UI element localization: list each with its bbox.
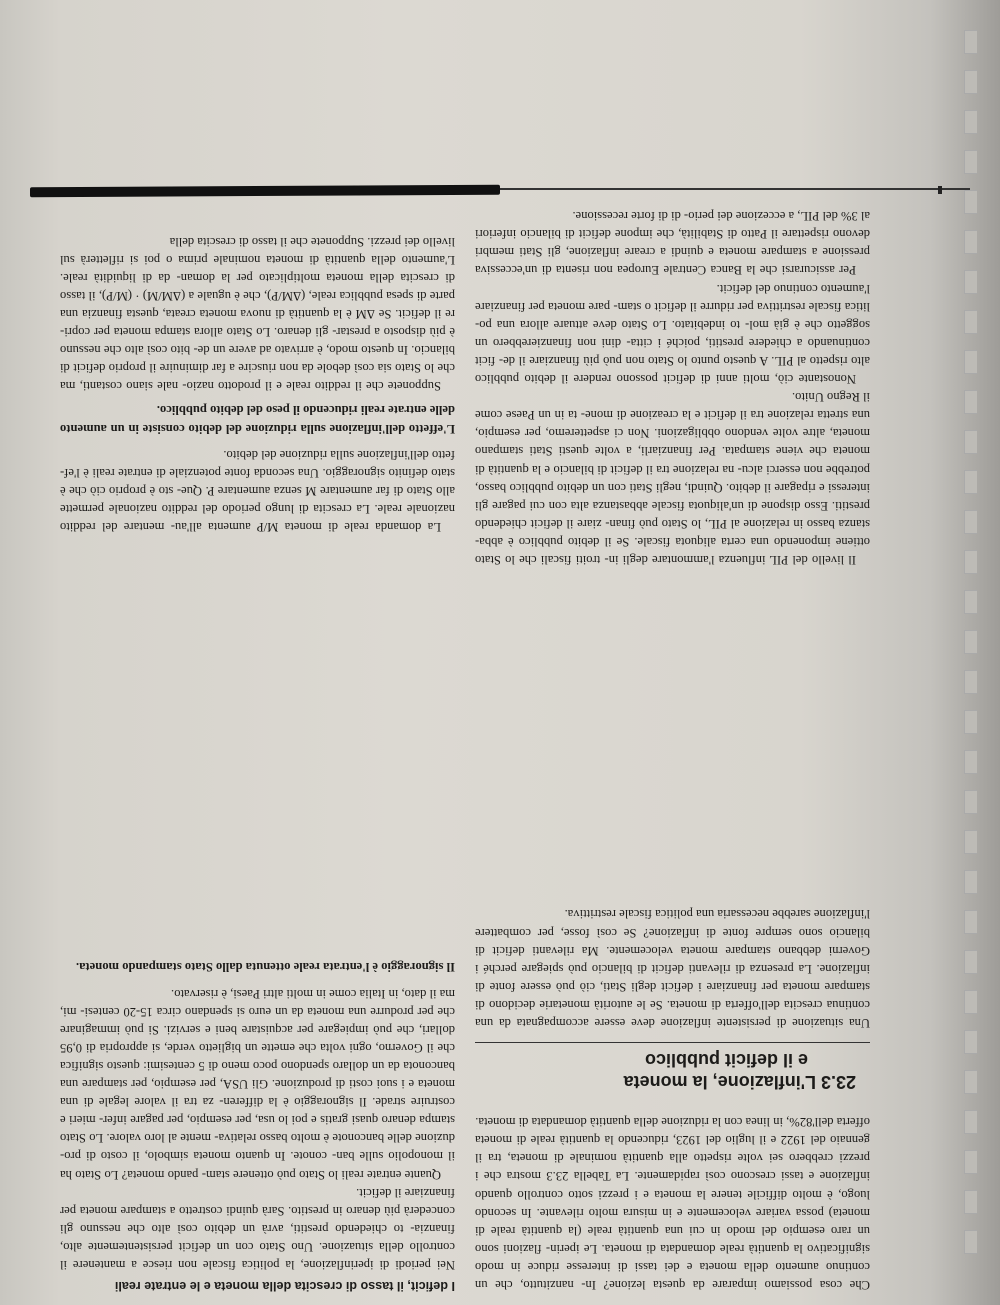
paragraph-nonostante: Nonostante ciò, molti anni di deficit possono rendere il debito pubblico alto rispetto al PIL. A questo punto lo Stato non può più finanziare il de- ficit continuando a chiedere prestiti, poiché i citta- dini non finanzierebbero un soggetto che è già mol- to indebitato. Lo Stato deve attuare allora una po- litica fiscale restrittiva per ridurre il deficit o stam- pare moneta per finanziare l'aumento continuo del deficit. (475, 281, 870, 387)
paragraph-pil: Il livello del PIL influenza l'ammontare degli in- troiti fiscali che lo Stato ottiene imponendo una certa aliquota fiscale. Se il debito pubblico è abba- stanza basso in relazione al PIL, lo Stato può finan- ziare il deficit chiedendo prestiti. Esso dispone di un'aliquota fiscale abbastanza alta con cui pagare gli interessi e ripagare il debito. Quindi, negli Stati con un debito pubblico basso, potrebbe non esserci alcu- na relazione tra il deficit di bilancio e la quantità di moneta che viene stampata. Per finanziarli, a volte questi Stati stampano moneta, altre volte vendono obbligazioni. Non ci aspetteremo, per esempio, una stretta relazione tra il deficit e la creazione di mone- ta in un Paese come il Regno Unito. (475, 390, 870, 567)
left-column (475, 905, 870, 1294)
paragraph-supponete: Supponete che il reddito reale e il prodotto nazio- nale siano costanti, ma che lo Stato sia così debole da non riuscire a far diminuire il proprio deficit di bilancio. In questo modo, è arrivato ad avere un de- bito così alto che nessuno è più disposto a prestar- gli denaro. Lo Stato allora stampa moneta per copri- re il deficit. Se ΔM è la quantità di nuova moneta creata, questa finanzia una parte di spesa pubblica reale, (ΔM/P), che è uguale a (ΔM/M) · (M/P), il tasso di crescita della moneta moltiplicato per la doman- da di liquidità reale. L'aumento della quantità di moneta nominale prima o poi si rifletterà sul livello dei prezzi. Supponete che il tasso di crescita della (60, 234, 455, 394)
paragraph-intro: Una situazione di persistente inflazione deve essere accompagnata da una continua crescita dell'offerta di moneta. Se le autorità monetarie decidono di stampare moneta per finanziare i deficit degli Stati, ciò può essere fonte di inflazione. La presenza di rilevanti deficit di bilancio può spiegare perché i Governi debbano stampare moneta velocemente. Ma rilevanti deficit di bilancio sono sempre fonte di inflazione? Se così fosse, per combattere l'inflazione sarebbe necessaria una politica fiscale restrittiva. (475, 907, 870, 1031)
paragraph-domanda-reale: La domanda reale di moneta M/P aumenta all'au- mentare del reddito nazionale reale. La crescita di lungo periodo del reddito nazionale permette allo Stato di far aumentare M senza aumentare P. Que- sto è proprio ciò che è stato definito signoraggio. Una seconda fonte potenziale di entrate reali è l'ef- fetto dell'inflazione sulla riduzione del debito. (60, 447, 455, 534)
paragraph-signoraggio: Quante entrate reali lo Stato può ottenere stam- pando moneta? Lo Stato ha il monopolio sulle ban- conote. In quanto moneta simbolo, il costo di pro- duzione delle banconote è molto basso relativa- mente al loro valore. Lo Stato stampa denaro quasi gratis e poi lo usa, per esempio, per pagare infer- mieri e costruire strade. Il signoraggio è la differen- za tra il valore legale di una moneta e i suoi costi di produzione. Gli USA, per esempio, per stampare una banconota da un dollaro spendono poco meno di 5 centesimi: questo significa che il Governo, ogni volta che emette un biglietto verde, si appropria di 0,95 dollari, che può impiegare per acquistare beni e servizi. Si può immaginare che per produrre una moneta da un euro si spendano circa 15-20 centesi- mi, ma il dato, in Italia come in molti altri Paesi, è riservato. (60, 986, 455, 1182)
left-column-lower (475, 207, 870, 569)
binding-edge-tabs (964, 30, 982, 1290)
right-column (60, 958, 455, 1294)
rule-tick (938, 186, 942, 194)
section-rule (475, 1042, 870, 1043)
rule-thin (500, 188, 970, 190)
section-heading (475, 1049, 870, 1093)
paragraph-bce: Per assicurarsi che la Banca Centrale Europea non risenta di un'eccessiva pressione a stampare moneta e quindi a creare inflazione, gli Stati membri devono rispettare il Patto di Stabilità, che impone deficit di bilancio inferiori al 3% del PIL, a eccezione dei perio- di di forte recessione. (475, 209, 870, 278)
subheading-effetto-inflazione: L'effetto dell'inflazione sulla riduzione del debito consiste in un aumento delle entrate reali riducendo il peso del debito pubblico. (60, 403, 455, 436)
right-column-lower (60, 233, 455, 537)
box-heading: I deficit, il tasso di crescita della moneta e le entrate reali (114, 1279, 455, 1293)
section-title-line1: 23.3 L'inflazione, la moneta (623, 1072, 856, 1093)
paragraph-iperinflazione: Nei periodi di iperinflazione, la politica fiscale non riesce a mantenere il controllo della situazione. Uno Stato con un deficit persistentemente alto, finanzia- to chiedendo prestiti, avrà un debito così alto che nessuno gli concederà più denaro in prestito. Sarà quindi costretto a stampare moneta per finanziare il deficit. (60, 1185, 455, 1272)
section-title-line2: e il deficit pubblico (644, 1050, 808, 1071)
definition-signoraggio: Il signoraggio è l'entrata reale ottenuta dallo Stato stampando moneta. (76, 960, 455, 975)
paragraph-lesson: Che cosa possiamo imparare da questa lezione? In- nanzitutto, che un continuo aumento della moneta e dei tassi di interesse riduce in modo significativo la quantità reale domandata di moneta. Le iperin- flazioni sono un raro esempio del modo in cui una quantità reale (la quantità reale di moneta) possa variare velocemente e in misura molto rilevante. In secondo luogo, è molto difficile tenere la moneta e i prezzi sotto controllo quando inflazione e tassi crescono così rapidamente. La Tabella 23.3 mostra che i prezzi crebbero sei volte rispetto alla quantità nominale di moneta, tra il gennaio del 1922 e il luglio del 1923, riducendo la quantità reale di moneta offerta dell'82%, in linea con la riduzione della quantità domandata di moneta. (475, 1115, 870, 1292)
